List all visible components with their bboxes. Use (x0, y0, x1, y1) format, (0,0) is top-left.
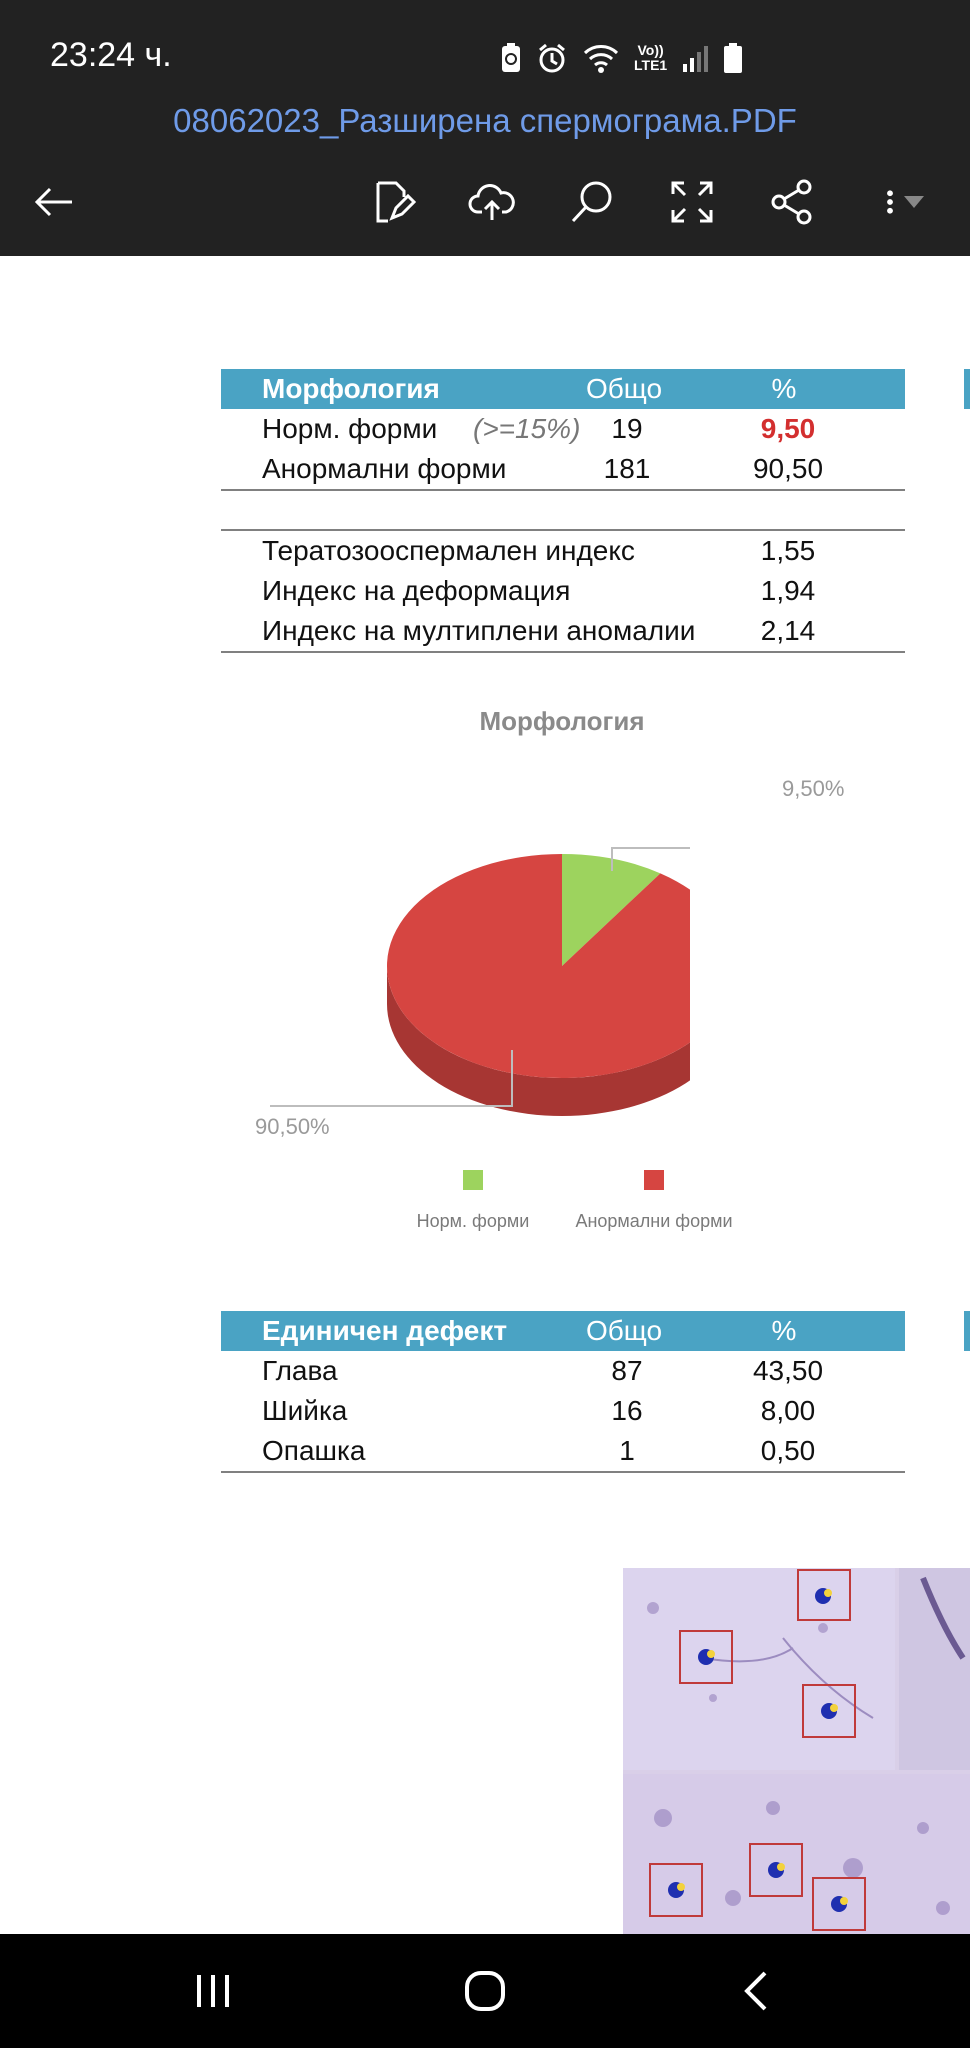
legend-swatch-normal (463, 1170, 483, 1190)
row-total: 19 (611, 413, 643, 444)
sperm-microscopy-image (623, 1568, 970, 1934)
defect-name: Опашка (262, 1435, 366, 1466)
home-icon (461, 1967, 509, 2015)
next-page-header-edge (964, 1311, 970, 1351)
defect-total: 16 (611, 1395, 643, 1426)
index-value: 1,55 (760, 535, 816, 566)
alarm-icon (536, 42, 568, 74)
next-page-header-edge (964, 369, 970, 409)
defect-name: Шийка (262, 1395, 348, 1426)
header-percent: % (771, 1315, 797, 1346)
pdf-page[interactable] (0, 256, 970, 1934)
table-row (221, 611, 905, 651)
table-row (221, 1431, 905, 1471)
defect-total: 1 (619, 1435, 635, 1466)
microscopy-illustration (623, 1568, 970, 1934)
morphology-table-header (221, 369, 905, 409)
volte-indicator: Vo)) LTE1 (634, 42, 668, 73)
fullscreen-button[interactable] (660, 170, 724, 234)
fullscreen-icon (668, 178, 716, 226)
toolbar (0, 170, 970, 234)
legend-label-normal: Норм. форми (416, 1211, 530, 1231)
row-percent-flagged: 9,50 (760, 413, 816, 444)
document-title: 08062023_Разширена спермограма.PDF (173, 102, 797, 139)
share-icon (768, 178, 816, 226)
table-row (221, 449, 905, 489)
table-row (221, 1391, 905, 1431)
index-name: Индекс на деформация (262, 575, 571, 606)
share-button[interactable] (760, 170, 824, 234)
header-name: Единичен дефект (262, 1315, 508, 1346)
legend-label-abnormal: Анормални форми (575, 1211, 733, 1231)
pie-label-normal: 9,50% (782, 776, 845, 801)
cloud-upload-button[interactable] (460, 170, 524, 234)
single-defect-table-header (221, 1311, 905, 1351)
wifi-icon (582, 42, 620, 74)
chart-title: Морфология (479, 706, 645, 736)
back-nav-button[interactable] (722, 1956, 792, 2026)
header-total: Общо (585, 1315, 663, 1346)
top-bar (0, 0, 970, 256)
defect-percent: 8,00 (760, 1395, 816, 1426)
battery-saver-icon (500, 42, 522, 74)
more-vertical-icon (876, 178, 904, 226)
pie-chart (230, 766, 690, 1166)
status-time: 23:24 ч. (50, 36, 172, 74)
status-icons (500, 38, 743, 78)
search-button[interactable] (560, 170, 624, 234)
legend-swatch-abnormal (644, 1170, 664, 1190)
pie-label-abnormal: 90,50% (255, 1114, 330, 1139)
header-total: Общо (585, 373, 663, 404)
table-divider (221, 489, 905, 491)
battery-icon (723, 42, 743, 74)
table-row (221, 531, 905, 571)
table-row (221, 1351, 905, 1391)
recent-apps-button[interactable] (178, 1956, 248, 2026)
more-options-button[interactable] (860, 170, 940, 234)
defect-percent: 43,50 (752, 1355, 824, 1386)
row-percent: 90,50 (752, 453, 824, 484)
defect-total: 87 (611, 1355, 643, 1386)
indices-table (221, 529, 905, 653)
header-percent: % (771, 373, 797, 404)
header-name: Морфология (262, 373, 440, 404)
search-icon (568, 178, 616, 226)
recent-apps-icon (191, 1969, 235, 2013)
index-name: Индекс на мултиплени аномалии (262, 615, 696, 646)
index-value: 2,14 (760, 615, 816, 646)
signal-icon (681, 42, 709, 74)
table-divider (221, 1471, 905, 1473)
cloud-upload-icon (468, 178, 516, 226)
edit-button[interactable] (360, 170, 424, 234)
index-value: 1,94 (760, 575, 816, 606)
table-row (221, 571, 905, 611)
system-navigation-bar (0, 1934, 970, 2048)
back-button[interactable] (22, 170, 86, 234)
defect-name: Глава (262, 1355, 338, 1386)
single-defect-table (221, 1311, 905, 1473)
back-arrow-icon (30, 178, 78, 226)
morphology-table (221, 369, 905, 491)
home-button[interactable] (450, 1956, 520, 2026)
reference-range: (>=15%) (473, 413, 581, 444)
edit-document-icon (368, 178, 416, 226)
row-name: Анормални форми (262, 453, 507, 484)
row-total: 181 (603, 453, 651, 484)
row-name: Норм. форми (262, 413, 438, 444)
back-chevron-icon (737, 1969, 777, 2013)
dropdown-caret-icon (904, 196, 924, 208)
table-divider (221, 651, 905, 653)
index-name: Тератозооспермален индекс (262, 535, 635, 566)
defect-percent: 0,50 (760, 1435, 816, 1466)
table-row (221, 409, 905, 449)
